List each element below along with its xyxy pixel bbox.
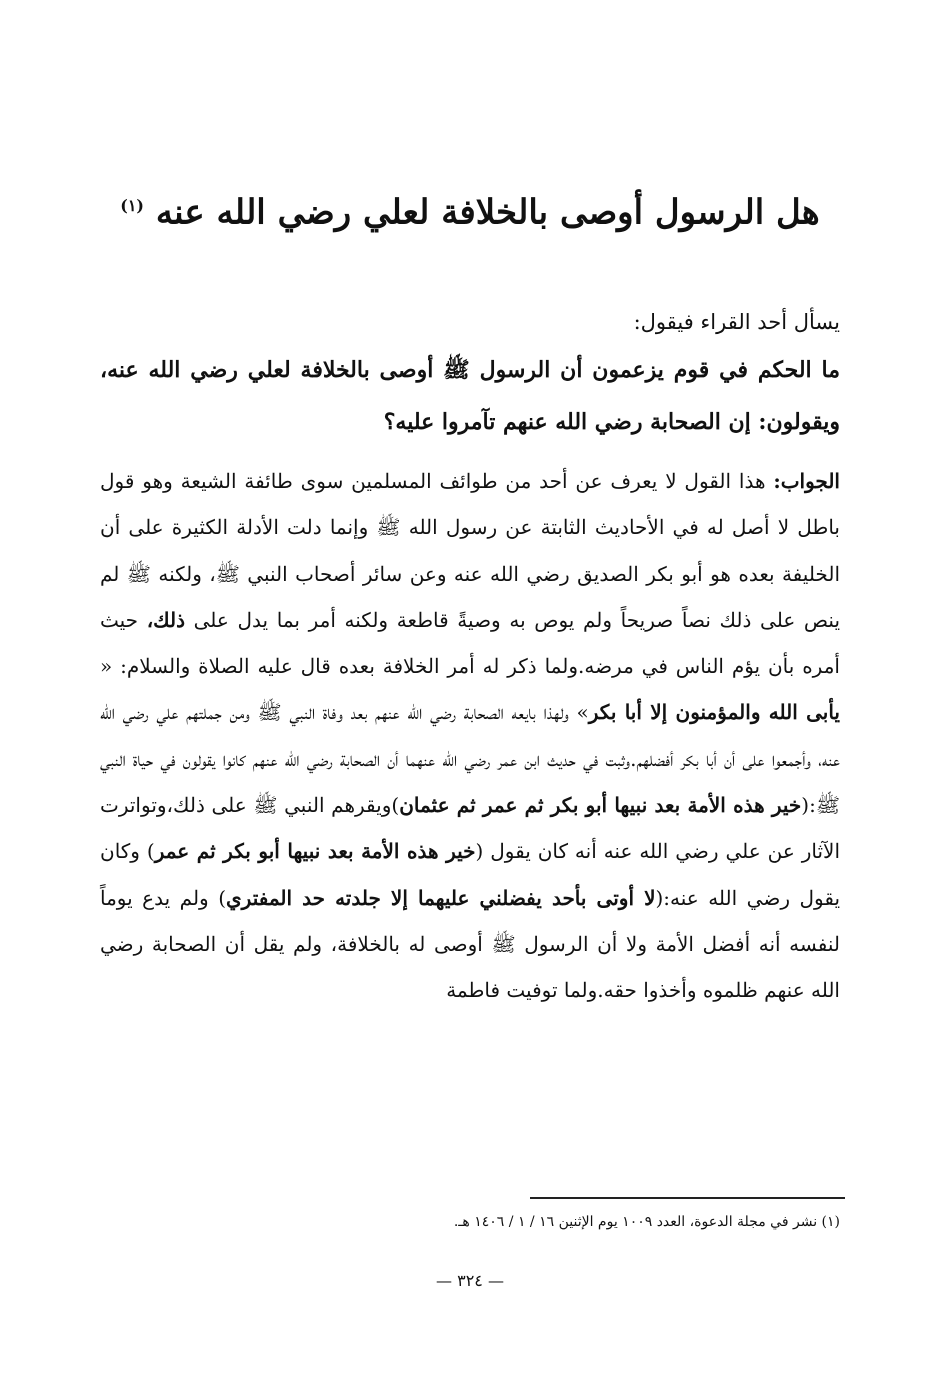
- answer-text-4: )ويقرهم النبي ﷺ على ذلك،وتواترت الآثار عن علي رضي الله عنه أنه كان يقول (: [100, 793, 841, 864]
- question-text: ما الحكم في قوم يزعمون أن الرسول ﷺ أوصى بالخلافة لعلي رضي الله عنه، ويقولون: إن الصحابة رضي الله عنهم تآمروا عليه؟: [100, 357, 840, 435]
- answer-text-3: » ولهذا بايعه الصحابة رضي الله عنهم بعد وفاة النبي ﷺ ومن جملتهم علي رضي الله عنه، وأجمعوا على أن أبا بكر أفضلهم.وثبت في حديث ابن عمر رضي الله عنهما أن الصحابة رضي الله عنهم كانوا يقولون في حياة النبي ﷺ:(: [100, 700, 840, 818]
- answer-text-1: هذا القول لا يعرف عن أحد من طوائف المسلمين سوى طائفة الشيعة وهو قول باطل لا أصل له في الأحاديث الثابتة عن رسول الله ﷺ وإنما دلت الأدلة الكثيرة على أن الخليفة بعده هو أبو بكر الصديق رضي الله عنه وعن سائر أصحاب النبي ﷺ، ولكنه ﷺ لم ينص على ذلك نصاً صريحاً ولم يوص به وصيةً قاطعة ولكنه أمر بما يدل على: [100, 469, 841, 632]
- answer-text-2: حيث أمره بأن يؤم الناس في مرضه.ولما ذكر له أمر الخلافة بعده قال عليه الصلاة والسلام: «: [100, 607, 840, 679]
- title-text: هل الرسول أوصى بالخلافة لعلي رضي الله عنه: [155, 192, 820, 233]
- page-number: — ٣٢٤ —: [436, 1271, 504, 1290]
- answer-quote-1: يأبى الله والمؤمنون إلا أبا بكر: [588, 700, 840, 725]
- title-footnote-marker: (١): [120, 195, 144, 215]
- answer-label: الجواب:: [773, 469, 840, 493]
- answer-quote-4: لا أوتى بأحد يفضلني عليهما إلا جلدته حد المفتري: [226, 885, 656, 910]
- page-title: [120, 171, 820, 247]
- intro-line: يسأل أحد القراء فيقول:: [633, 310, 840, 334]
- footnote: (١) نشر في مجلة الدعوة، العدد ١٠٠٩ يوم الإثنين ١٦ / ١ / ١٤٠٦ هـ.: [453, 1214, 840, 1230]
- answer-quote-2: خير هذه الأمة بعد نبيها أبو بكر ثم عمر ثم عثمان: [399, 793, 802, 818]
- footnote-divider: [530, 1197, 845, 1199]
- answer-text-5: ) وكان يقول رضي الله عنه:(: [100, 839, 841, 910]
- answer-paragraph: [100, 458, 840, 1014]
- answer-bold-1: ذلك،: [146, 607, 185, 632]
- answer-quote-3: خير هذه الأمة بعد نبيها أبو بكر ثم عمر: [154, 839, 476, 864]
- answer-text-6: ) ولم يدع يوماً لنفسه أنه أفضل الأمة ولا أن الرسول ﷺ أوصى له بالخلافة، ولم يقل أن الصحابة رضي الله عنهم ظلموه وأخذوا حقه.ولما توفيت فاطمة: [100, 885, 840, 1003]
